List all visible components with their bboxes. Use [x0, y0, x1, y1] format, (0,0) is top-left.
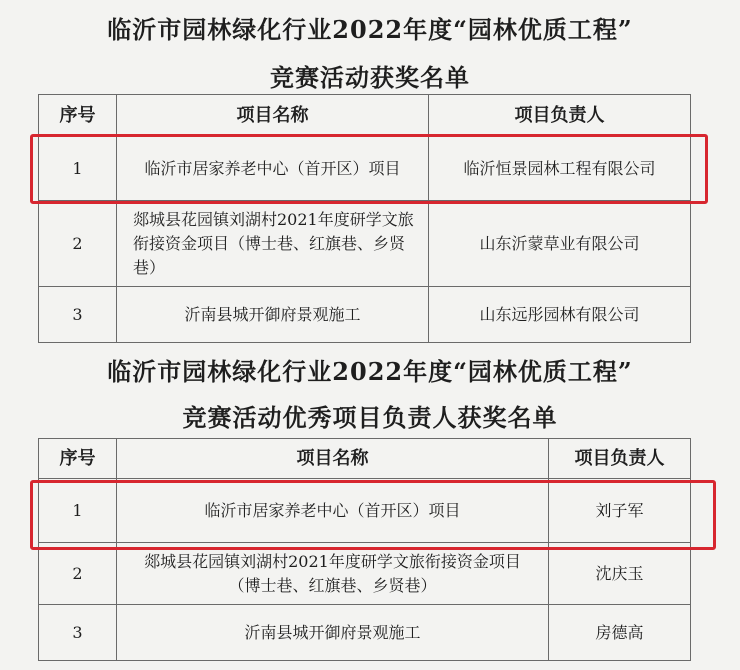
row-no: 2	[39, 201, 117, 287]
row-project: 临沂市居家养老中心（首开区）项目	[117, 479, 549, 543]
row-owner: 临沂恒景园林工程有限公司	[429, 137, 691, 201]
table-row	[39, 201, 691, 287]
section1-title-line2: 竞赛活动获奖名单	[270, 63, 470, 92]
row-no: 1	[39, 479, 117, 543]
header-owner: 项目负责人	[429, 95, 691, 137]
row-no: 2	[39, 543, 117, 605]
header-project: 项目名称	[117, 439, 549, 479]
table-row	[39, 137, 691, 201]
header-owner: 项目负责人	[549, 439, 691, 479]
row-no: 3	[39, 287, 117, 343]
table-header-row	[39, 439, 691, 479]
award-table-2	[38, 438, 691, 661]
row-project: 临沂市居家养老中心（首开区）项目	[117, 137, 429, 201]
row-project: 沂南县城开御府景观施工	[117, 605, 549, 661]
row-no: 1	[39, 137, 117, 201]
row-project: 郯城县花园镇刘湖村2021年度研学文旅衔接资金项目（博士巷、红旗巷、乡贤巷）	[117, 543, 549, 605]
award-table-1	[38, 94, 691, 343]
table-row	[39, 479, 691, 543]
row-owner: 山东远彤园林有限公司	[429, 287, 691, 343]
section2-title-line2: 竞赛活动优秀项目负责人获奖名单	[182, 403, 558, 432]
table-row	[39, 605, 691, 661]
row-owner: 山东沂蒙草业有限公司	[429, 201, 691, 287]
row-project: 沂南县城开御府景观施工	[117, 287, 429, 343]
row-no: 3	[39, 605, 117, 661]
header-no: 序号	[39, 439, 117, 479]
header-no: 序号	[39, 95, 117, 137]
row-owner: 房德高	[549, 605, 691, 661]
row-owner: 沈庆玉	[549, 543, 691, 605]
table-row	[39, 543, 691, 605]
table-header-row	[39, 95, 691, 137]
table-row	[39, 287, 691, 343]
header-project: 项目名称	[117, 95, 429, 137]
row-owner: 刘子军	[549, 479, 691, 543]
section1-title-line1: 临沂市园林绿化行业2022年度“园林优质工程”	[107, 15, 633, 44]
section2-title-line1: 临沂市园林绿化行业2022年度“园林优质工程”	[107, 357, 633, 386]
row-project: 郯城县花园镇刘湖村2021年度研学文旅衔接资金项目（博士巷、红旗巷、乡贤巷）	[117, 201, 429, 287]
